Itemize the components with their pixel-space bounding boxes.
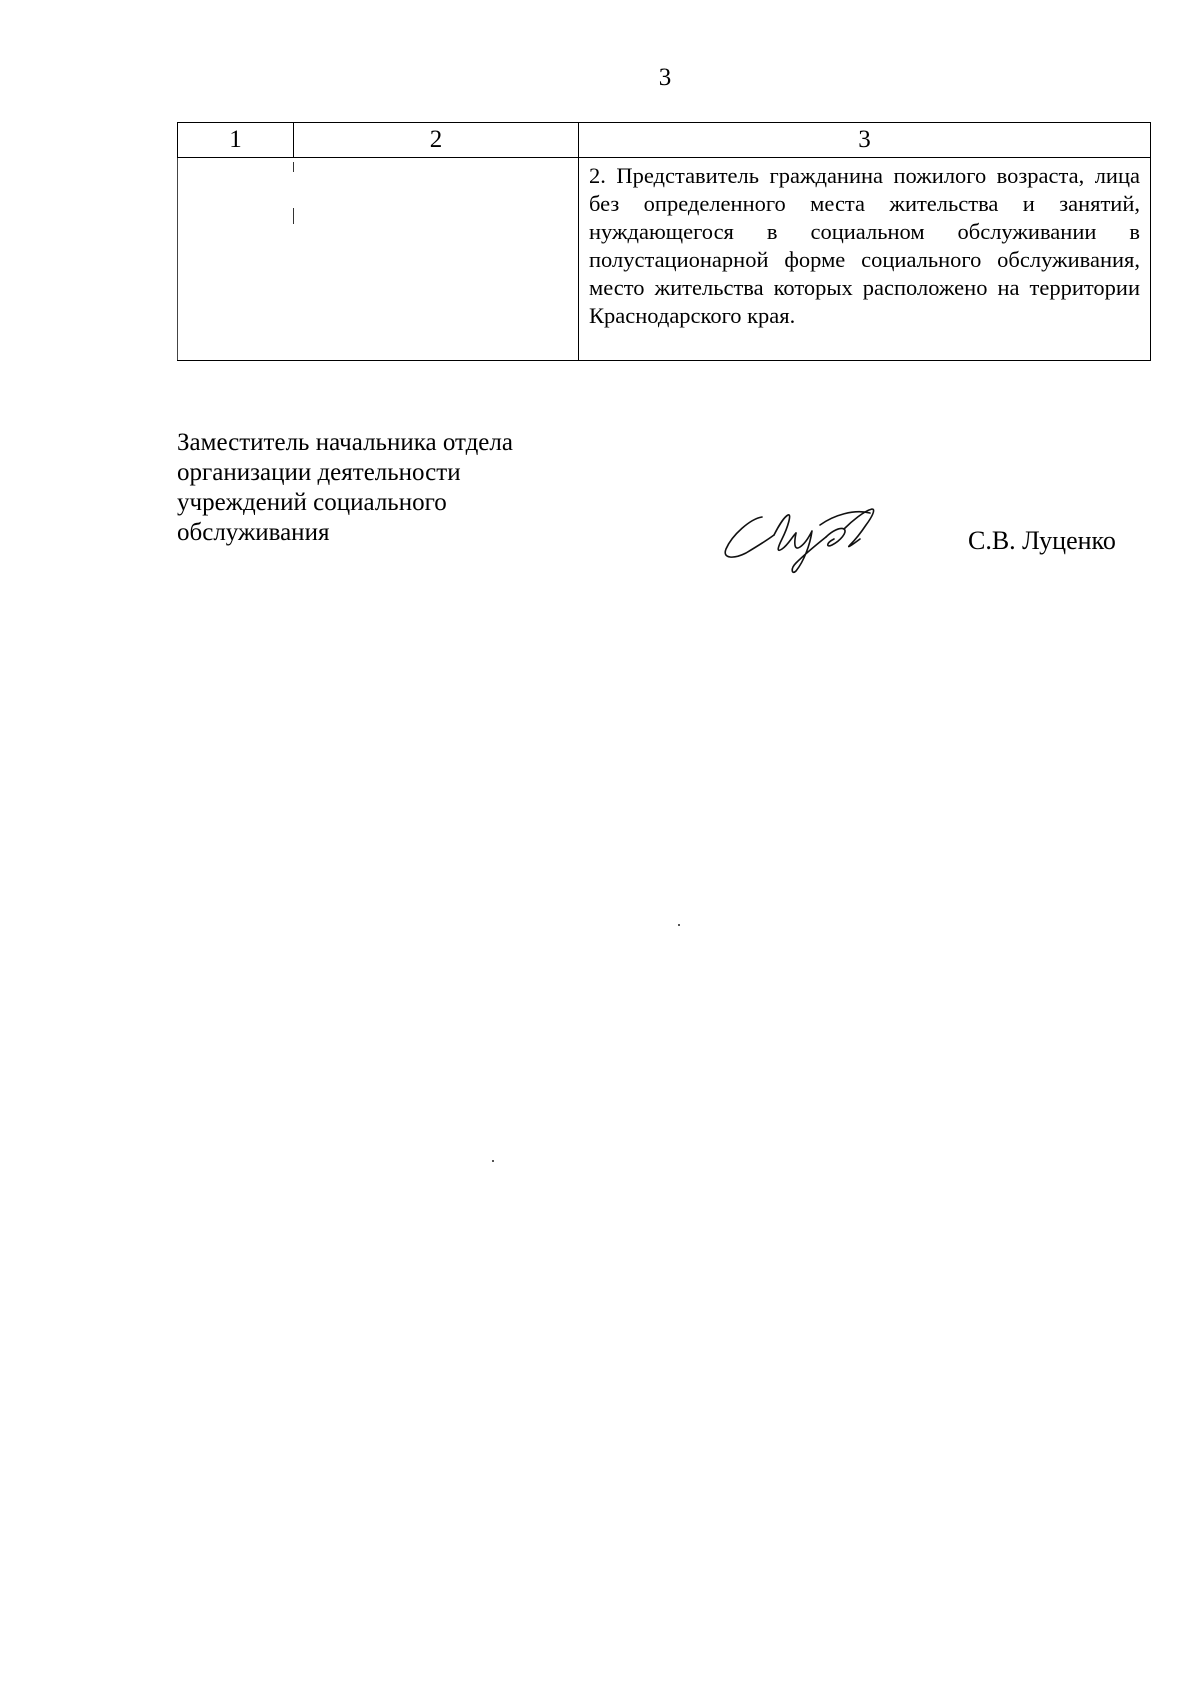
position-line-4: обслуживания bbox=[177, 519, 330, 546]
table-cell-col1 bbox=[178, 158, 294, 361]
scan-speck bbox=[492, 1160, 494, 1162]
signatory-position bbox=[177, 428, 513, 548]
column-header-3: 3 bbox=[579, 123, 1151, 158]
handwritten-signature bbox=[722, 505, 878, 575]
page-number: 3 bbox=[658, 64, 672, 91]
table-header-row bbox=[178, 123, 1151, 158]
table-row bbox=[178, 158, 1151, 361]
signer-name: С.В. Луценко bbox=[968, 526, 1116, 555]
table-cell-col3 bbox=[579, 158, 1151, 361]
column-header-1: 1 bbox=[178, 123, 294, 158]
position-line-2: организации деятельности bbox=[177, 459, 461, 486]
table-cell-col2 bbox=[294, 158, 579, 361]
position-line-3: учреждений социального bbox=[177, 489, 447, 516]
scan-tick-mark bbox=[293, 208, 294, 224]
document-table-container bbox=[177, 122, 1150, 361]
scan-speck bbox=[678, 924, 680, 926]
position-line-1: Заместитель начальника отдела bbox=[177, 429, 513, 456]
document-table bbox=[177, 122, 1151, 361]
representative-description: 2. Представитель гражданина пожилого возраста, лица без определенного места жительства и занятий, нуждающегося в социальном обслуживании в полустационарной форме социального обслуживания, место жительства которых расположено на территории Краснодарского края. bbox=[589, 163, 1140, 328]
scan-tick-mark bbox=[293, 162, 294, 172]
column-header-2: 2 bbox=[294, 123, 579, 158]
